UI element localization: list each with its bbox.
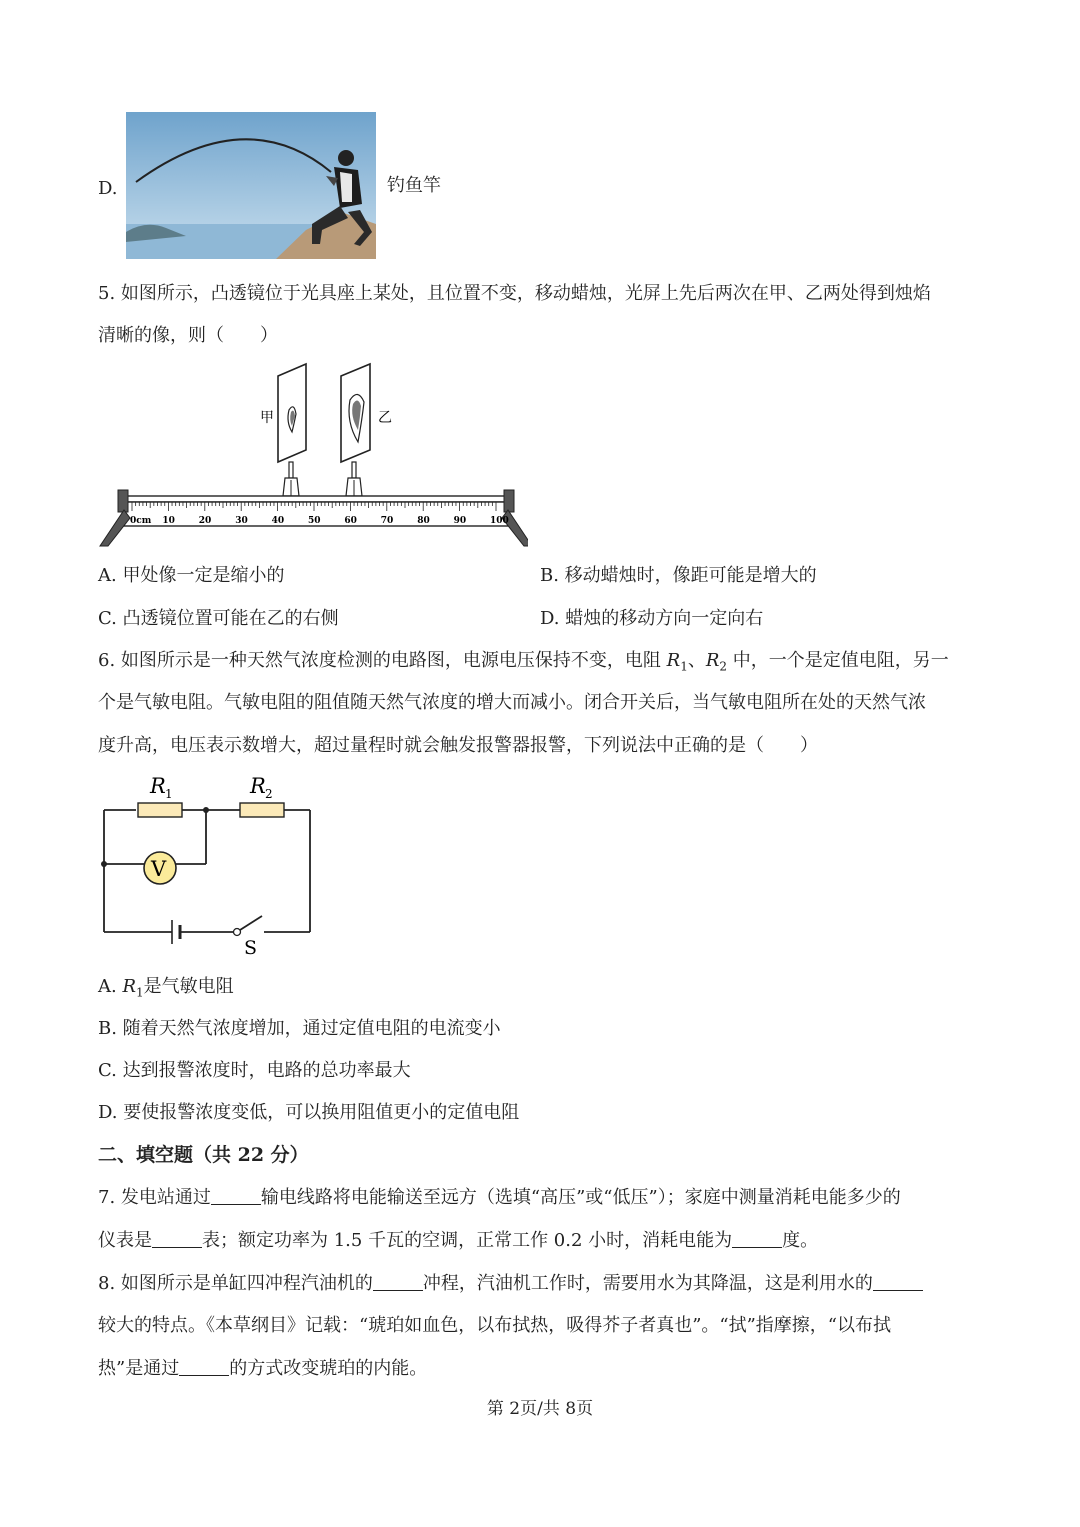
r2-subscript: 2 <box>265 787 273 801</box>
voltmeter-label: V <box>151 857 167 881</box>
q6-stem-line3: 度升高，电压表示数增大，超过量程时就会触发报警器报警，下列说法中正确的是（ ） <box>98 735 818 756</box>
resistor-r1 <box>138 803 182 817</box>
q6-option-b: B. 随着天然气浓度增加，通过定值电阻的电流变小 <box>98 1018 501 1039</box>
label-jia: 甲 <box>260 410 274 426</box>
q6-option-a: A. $R_1$是气敏电阻 <box>98 976 234 1000</box>
ruler-label: 50 <box>308 516 321 526</box>
q8-line3: 热”是通过 的方式改变琥珀的内能。 <box>98 1358 428 1379</box>
ruler-label: 100 <box>490 516 509 526</box>
r2-label: R <box>250 774 266 798</box>
ruler-label: 70 <box>380 516 394 526</box>
q7-line1: 7. 发电站通过 输电线路将电能输送至远方（选填“高压”或“低压”）；家庭中测量消耗电能多少的 <box>98 1187 901 1208</box>
ruler-label: 40 <box>271 516 285 526</box>
page-number: 第 2页/共 8页 <box>486 1399 594 1419</box>
q6-option-d: D. 要使报警浓度变低，可以换用阻值更小的定值电阻 <box>98 1102 520 1123</box>
ruler-label: 30 <box>235 516 248 526</box>
q8-blank-1 <box>373 1272 423 1291</box>
circuit-diagram <box>98 768 318 960</box>
q7-blank-1 <box>211 1186 261 1205</box>
ruler-label: 60 <box>344 516 357 526</box>
option-d-text: 钓鱼竿 <box>387 175 441 196</box>
switch-pivot <box>234 929 241 936</box>
q5-stem-line2: 清晰的像，则（ ） <box>98 325 278 346</box>
ruler-label: 0cm <box>130 516 152 526</box>
q5-option-a: A. 甲处像一定是缩小的 <box>98 565 285 586</box>
label-yi: 乙 <box>378 410 392 426</box>
q6-stem-line2: 个是气敏电阻。气敏电阻的阻值随天然气浓度的增大而减小。闭合开关后，当气敏电阻所在处的天然气浓 <box>98 692 926 713</box>
q6-stem-line1: 6. 如图所示是一种天然气浓度检测的电路图，电源电压保持不变，电阻 $R_1$、$R_2$ 中，一个是定值电阻，另一 <box>98 650 949 674</box>
q6-option-c: C. 达到报警浓度时，电路的总功率最大 <box>98 1060 411 1081</box>
q5-stem-line1: 5. 如图所示，凸透镜位于光具座上某处，且位置不变，移动蜡烛，光屏上先后两次在甲、乙两处得到烛焰 <box>98 283 931 304</box>
switch-label: S <box>244 937 258 959</box>
r1-subscript: 1 <box>165 787 173 801</box>
ruler-label: 20 <box>198 516 212 526</box>
optical-bench-figure <box>96 362 528 552</box>
q8-line1: 8. 如图所示是单缸四冲程汽油机的 冲程，汽油机工作时，需要用水为其降温，这是利用水的 <box>98 1271 923 1297</box>
q8-blank-3 <box>179 1357 229 1376</box>
ruler-label: 80 <box>417 516 430 526</box>
fishing-rod-photo <box>126 112 376 259</box>
q5-option-d: D. 蜡烛的移动方向一定向右 <box>540 608 764 629</box>
q5-option-b: B. 移动蜡烛时，像距可能是增大的 <box>540 565 817 586</box>
option-d-label: D. <box>98 178 118 199</box>
q8-line2: 较大的特点。《本草纲目》记载：“琥珀如血色，以布拭热，吸得芥子者真也”。“拭”指摩擦，“以布拭 <box>98 1315 892 1336</box>
q7-line2: 仪表是 表；额定功率为 1.5 千瓦的空调，正常工作 0.2 小时，消耗电能为 度。 <box>98 1230 819 1251</box>
section-title-fill-in: 二、填空题（共 22 分） <box>98 1144 309 1166</box>
q7-blank-2 <box>152 1229 202 1248</box>
ruler-label: 90 <box>453 516 467 526</box>
resistor-r2 <box>240 803 284 817</box>
r1-label: R <box>150 774 166 798</box>
q8-blank-2 <box>873 1272 923 1291</box>
q7-blank-3 <box>732 1229 782 1248</box>
ruler-label: 10 <box>162 516 175 526</box>
q5-option-c: C. 凸透镜位置可能在乙的右侧 <box>98 608 339 629</box>
